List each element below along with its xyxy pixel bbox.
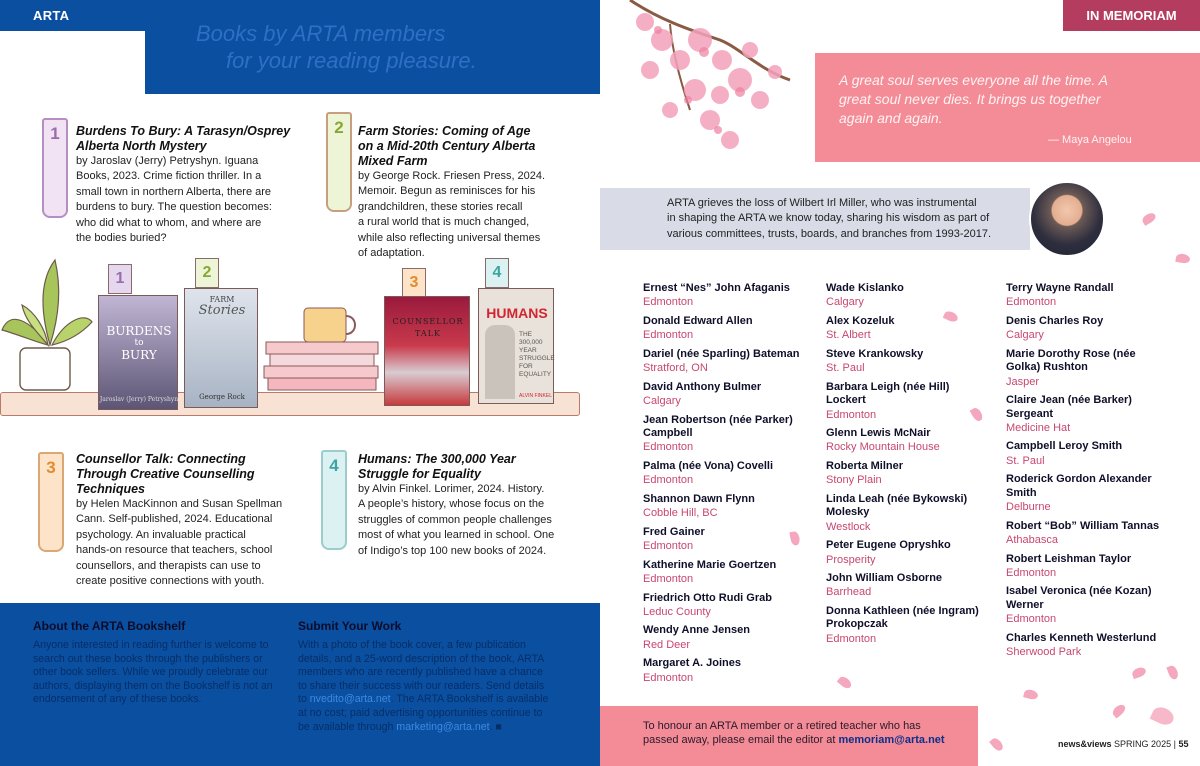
book-title-line: Through Creative Counselling bbox=[76, 467, 255, 481]
about-line: endorsement of any of these books. bbox=[33, 693, 202, 706]
cover-tab-4: 4 bbox=[485, 258, 509, 288]
cover-4-sub-line: EQUALITY bbox=[519, 371, 552, 378]
member-name: Shannon Dawn Flynn bbox=[643, 492, 755, 505]
member-name: Glenn Lewis McNair bbox=[826, 427, 931, 440]
submit-line bbox=[298, 721, 588, 735]
member-name: Linda Leah (née Bykowski) bbox=[826, 492, 968, 505]
book-desc-line: of Indigo’s top 100 new books of 2024. bbox=[358, 544, 547, 557]
memoriam-entry bbox=[643, 460, 818, 487]
book-entry-3 bbox=[76, 452, 316, 589]
memoriam-entry bbox=[1006, 520, 1186, 547]
member-name-cont: Sergeant bbox=[1006, 407, 1054, 420]
member-location: Edmonton bbox=[1006, 296, 1057, 309]
member-location: Edmonton bbox=[643, 671, 694, 684]
book-title-line: Struggle for Equality bbox=[358, 467, 481, 481]
book-entry-2 bbox=[358, 124, 588, 261]
member-name: Roderick Gordon Alexander bbox=[1006, 473, 1152, 486]
member-name-cont: Smith bbox=[1006, 486, 1037, 499]
book-title-line: on a Mid-20th Century Alberta bbox=[358, 139, 536, 153]
cover-tab-3: 3 bbox=[402, 268, 426, 298]
member-location: Stony Plain bbox=[826, 474, 882, 487]
submit-text-post: . The ARTA Bookshelf is available bbox=[390, 693, 549, 706]
book-desc-line: who did what to whom, and where are bbox=[76, 216, 262, 229]
submit-line: details, and a 25-word description of the book, ARTA bbox=[298, 652, 545, 665]
book-title-line: Burdens To Bury: A Tarasyn/Osprey bbox=[76, 124, 291, 138]
memoriam-entry bbox=[1006, 394, 1186, 435]
book-desc-line: a rural world that is much changed, bbox=[358, 216, 530, 229]
book-desc-line: grandchildren, these stories recall bbox=[358, 200, 523, 213]
book-desc-line: by Alvin Finkel. Lorimer, 2024. History. bbox=[358, 483, 545, 495]
cover-2-stories: Stories bbox=[198, 303, 246, 318]
memoriam-entry bbox=[1006, 348, 1186, 389]
quote-line: great soul never dies. It brings us together bbox=[839, 91, 1101, 107]
memoriam-entry bbox=[826, 460, 1001, 487]
bookmark-4: 4 bbox=[321, 450, 347, 550]
member-name: Peter Eugene Opryshko bbox=[826, 539, 951, 552]
honour-text bbox=[643, 719, 973, 747]
footer-brand: news&views bbox=[1058, 739, 1112, 749]
footer-issue: SPRING 2025 bbox=[1114, 739, 1172, 749]
shelf-board bbox=[0, 392, 580, 416]
cover-4-author: ALVIN FINKEL bbox=[519, 393, 552, 399]
memoriam-entry bbox=[826, 539, 1001, 566]
member-name: Roberta Milner bbox=[826, 459, 904, 472]
memoriam-entry bbox=[643, 624, 818, 651]
book-desc-2 bbox=[358, 169, 588, 261]
member-location: Red Deer bbox=[643, 638, 691, 651]
section-tag-in-memoriam: IN MEMORIAM bbox=[1063, 0, 1200, 31]
quote-line: A great soul serves everyone all the time. A bbox=[839, 72, 1108, 88]
memoriam-entry bbox=[643, 315, 818, 342]
book-title-4 bbox=[358, 452, 593, 482]
memoriam-entry bbox=[1006, 282, 1186, 309]
book-desc-line: create positive connections with youth. bbox=[76, 575, 265, 588]
cover-4-sub-line: THE bbox=[519, 331, 532, 338]
member-location: Edmonton bbox=[643, 329, 694, 342]
member-location: Cobble Hill, BC bbox=[643, 507, 718, 520]
member-name: Barbara Leigh (née Hill) bbox=[826, 380, 950, 393]
cherry-blossom-branch-icon bbox=[600, 0, 800, 170]
memoriam-entry bbox=[643, 559, 818, 586]
cover-1-bury: BURY bbox=[121, 348, 157, 362]
memoriam-entry bbox=[643, 493, 818, 520]
memoriam-entry bbox=[643, 657, 818, 684]
memoriam-entry bbox=[826, 348, 1001, 375]
member-location: Rocky Mountain House bbox=[826, 441, 940, 454]
submit-line: to share their success with our readers. Send details bbox=[298, 679, 545, 692]
tribute-text bbox=[667, 196, 1022, 242]
memoriam-column-3 bbox=[1006, 282, 1186, 665]
book-title-line: Techniques bbox=[76, 482, 145, 496]
book-desc-line: counsellors, and therapists can use to bbox=[76, 559, 261, 572]
book-desc-line: A people’s history, whose focus on the bbox=[358, 498, 545, 511]
book-desc-line: small town in northern Alberta, there are bbox=[76, 185, 272, 198]
member-name: Katherine Marie Goertzen bbox=[643, 558, 777, 571]
member-name: Wendy Anne Jensen bbox=[643, 624, 750, 637]
member-name: John William Osborne bbox=[826, 572, 943, 585]
petal-icon bbox=[1023, 688, 1039, 700]
book-stack-mug-icon bbox=[262, 300, 382, 395]
member-name: David Anthony Bulmer bbox=[643, 380, 762, 393]
member-name-cont: Lockert bbox=[826, 394, 866, 407]
member-location: Calgary bbox=[826, 296, 864, 309]
member-name: Terry Wayne Randall bbox=[1006, 282, 1114, 294]
bookmark-1: 1 bbox=[42, 118, 68, 218]
cover-2-author: George Rock bbox=[199, 393, 245, 401]
honour-text-pre: passed away, please email the editor at bbox=[643, 734, 839, 746]
memoriam-entry bbox=[643, 381, 818, 408]
book-desc-line: of adaptation. bbox=[358, 247, 425, 260]
member-location: Delburne bbox=[1006, 501, 1051, 514]
honour-line bbox=[643, 733, 973, 747]
memoriam-entry bbox=[826, 282, 1001, 309]
member-location: Edmonton bbox=[643, 296, 694, 309]
member-name: Palma (née Vona) Covelli bbox=[643, 459, 774, 472]
submit-text bbox=[298, 639, 588, 734]
member-location: Calgary bbox=[643, 395, 681, 408]
tagline bbox=[196, 20, 477, 74]
book-title-line: Alberta North Mystery bbox=[76, 139, 207, 153]
memoriam-entry bbox=[1006, 553, 1186, 580]
plant-illustration-icon bbox=[0, 250, 95, 400]
memoriam-entry bbox=[643, 348, 818, 375]
memoriam-column-2 bbox=[826, 282, 1001, 651]
member-location: Stratford, ON bbox=[643, 362, 708, 375]
member-location: Edmonton bbox=[643, 474, 694, 487]
footer-separator: | bbox=[1173, 739, 1176, 749]
cover-1-to: to bbox=[134, 338, 144, 348]
petal-icon bbox=[1141, 211, 1158, 226]
memoriam-entry bbox=[1006, 315, 1186, 342]
tagline-line-1: Books by ARTA members bbox=[196, 21, 446, 46]
member-location: Barrhead bbox=[826, 586, 872, 599]
book-desc-4 bbox=[358, 482, 593, 559]
tagline-line-2: for your reading pleasure. bbox=[226, 48, 477, 73]
petal-icon bbox=[1175, 253, 1190, 264]
book-desc-line: by Helen MacKinnon and Susan Spellman bbox=[76, 498, 283, 510]
cover-tab-1: 1 bbox=[108, 264, 132, 294]
memoriam-entry bbox=[826, 493, 1001, 534]
cover-4-sub-line: YEAR bbox=[519, 347, 537, 354]
member-name: Claire Jean (née Barker) bbox=[1006, 394, 1132, 407]
memoriam-entry bbox=[643, 592, 818, 619]
memoriam-entry bbox=[826, 572, 1001, 599]
book-desc-line: struggles of common people challenges bbox=[358, 513, 552, 526]
member-name: Jean Robertson (née Parker) bbox=[643, 413, 793, 426]
member-location: Sherwood Park bbox=[1006, 646, 1082, 659]
book-desc-line: Books, 2023. Crime fiction thriller. In a bbox=[76, 170, 262, 183]
memoriam-entry bbox=[1006, 585, 1186, 626]
memoriam-entry bbox=[1006, 632, 1186, 659]
member-location: Edmonton bbox=[643, 540, 694, 553]
cover-4-title: HUMANS bbox=[486, 305, 548, 321]
book-desc-line: psychology. An invaluable practical bbox=[76, 528, 246, 541]
petal-icon bbox=[1111, 703, 1128, 719]
bookmark-2: 2 bbox=[326, 112, 352, 212]
member-location: St. Albert bbox=[826, 329, 871, 342]
memoriam-entry bbox=[826, 605, 1001, 646]
book-title-line: Farm Stories: Coming of Age bbox=[358, 124, 531, 138]
page-number: 55 bbox=[1178, 739, 1189, 749]
member-name: Isabel Veronica (née Kozan) bbox=[1006, 585, 1152, 598]
book-desc-line: by George Rock. Friesen Press, 2024. bbox=[358, 170, 546, 182]
book-title-3 bbox=[76, 452, 316, 497]
flower-icon bbox=[1150, 704, 1177, 728]
memoriam-entry bbox=[643, 282, 818, 309]
member-location: Edmonton bbox=[643, 441, 694, 454]
tribute-line: various committees, trusts, boards, and branches from 1993-2017. bbox=[667, 227, 992, 240]
member-name: Steve Krankowsky bbox=[826, 347, 924, 360]
book-entry-4 bbox=[358, 452, 593, 559]
about-line: search out these books through the publishers or bbox=[33, 652, 263, 665]
about-heading: About the ARTA Bookshelf bbox=[33, 619, 186, 633]
book-title-1 bbox=[76, 124, 316, 154]
editor-email-link[interactable]: nvedito@arta.net bbox=[309, 693, 391, 706]
submit-line: at no cost; paid advertising opportunities continue to bbox=[298, 706, 543, 719]
about-line: authors, displaying them on the Bookshelf is not an bbox=[33, 679, 273, 692]
petal-icon bbox=[1166, 664, 1179, 680]
submit-heading: Submit Your Work bbox=[298, 619, 402, 633]
member-name: Margaret A. Joines bbox=[643, 657, 742, 670]
memoriam-email-link[interactable]: memoriam@arta.net bbox=[838, 734, 945, 746]
member-name-cont: Golka) Rushton bbox=[1006, 361, 1088, 374]
quote-author: — Maya Angelou bbox=[1048, 134, 1132, 146]
member-name-cont: Werner bbox=[1006, 598, 1044, 611]
book-desc-line: the bodies buried? bbox=[76, 232, 167, 245]
member-location: Edmonton bbox=[1006, 566, 1057, 579]
page-footer bbox=[1058, 739, 1188, 749]
submit-text-pre: be available through bbox=[298, 720, 397, 733]
member-name: Donald Edward Allen bbox=[643, 314, 753, 327]
book-desc-line: while also reflecting universal themes bbox=[358, 231, 541, 244]
member-location: Prosperity bbox=[826, 553, 876, 566]
memoriam-column-1 bbox=[643, 282, 818, 690]
member-name: Robert “Bob” William Tannas bbox=[1006, 519, 1160, 532]
memoriam-entry bbox=[826, 427, 1001, 454]
member-location: Westlock bbox=[826, 520, 871, 533]
book-desc-line: hands-on resource that teachers, school bbox=[76, 544, 273, 557]
member-name-cont: Prokopczak bbox=[826, 618, 888, 631]
book-desc-3 bbox=[76, 497, 316, 589]
cover-4-sub-line: STRUGGLE bbox=[519, 355, 555, 362]
submit-line: With a photo of the book cover, a few publication bbox=[298, 639, 526, 651]
portrait-photo bbox=[1029, 181, 1105, 257]
member-name: Marie Dorothy Rose (née bbox=[1006, 347, 1136, 360]
cover-tab-2: 2 bbox=[195, 258, 219, 288]
cover-4-sub-line: FOR bbox=[519, 363, 533, 370]
section-tag-bookshelf: ARTA BOOKSHELF bbox=[0, 0, 157, 31]
book-desc-1 bbox=[76, 154, 316, 246]
member-name: Robert Leishman Taylor bbox=[1006, 552, 1132, 565]
cover-1-title: BURDENS bbox=[106, 324, 172, 338]
tribute-line: in shaping the ARTA we know today, sharing his wisdom as part of bbox=[667, 212, 990, 225]
cover-3-talk: TALK bbox=[415, 329, 441, 338]
tribute-line: ARTA grieves the loss of Wilbert Irl Miller, who was instrumental bbox=[667, 197, 977, 209]
submit-text-pre: to bbox=[298, 693, 310, 706]
member-name: Charles Kenneth Westerlund bbox=[1006, 631, 1157, 644]
quote-text bbox=[839, 71, 1139, 128]
petal-icon bbox=[1131, 666, 1147, 679]
marketing-email-link[interactable]: marketing@arta.net bbox=[396, 720, 490, 733]
member-location: Leduc County bbox=[643, 605, 711, 618]
member-name: Fred Gainer bbox=[643, 525, 705, 538]
cover-1-author: Jaroslav (Jerry) Petryshyn bbox=[99, 396, 179, 403]
memoriam-entry bbox=[826, 315, 1001, 342]
member-name: Donna Kathleen (née Ingram) bbox=[826, 604, 979, 617]
submit-work bbox=[298, 619, 588, 734]
member-location: Calgary bbox=[1006, 329, 1044, 342]
about-line: Anyone interested in reading further is welcome to bbox=[33, 639, 269, 651]
memoriam-entry bbox=[1006, 473, 1186, 514]
member-location: Edmonton bbox=[826, 632, 877, 645]
member-location: Edmonton bbox=[643, 573, 694, 586]
memoriam-entry bbox=[643, 414, 818, 455]
cover-2-farm: FARM bbox=[209, 295, 235, 304]
member-location: St. Paul bbox=[1006, 454, 1045, 467]
member-name: Friedrich Otto Rudi Grab bbox=[643, 591, 772, 604]
memoriam-entry bbox=[1006, 440, 1186, 467]
member-location: Medicine Hat bbox=[1006, 421, 1071, 434]
member-name: Wade Kislanko bbox=[826, 282, 904, 294]
member-name: Campbell Leroy Smith bbox=[1006, 440, 1123, 453]
book-title-line: Mixed Farm bbox=[358, 154, 428, 168]
member-location: Jasper bbox=[1006, 375, 1040, 388]
submit-line bbox=[298, 693, 588, 707]
member-location: Athabasca bbox=[1006, 534, 1058, 547]
submit-line: members who are recently published have a chance bbox=[298, 666, 543, 679]
honour-line: To honour an ARTA member or a retired teacher who has bbox=[643, 720, 921, 732]
member-name: Denis Charles Roy bbox=[1006, 314, 1104, 327]
book-desc-line: Memoir. Begun as reminisces for his bbox=[358, 185, 536, 198]
about-line: other book sellers. While we proudly celebrate our bbox=[33, 666, 268, 679]
member-location: Edmonton bbox=[826, 408, 877, 421]
book-desc-line: most of what you learned in school. One bbox=[358, 529, 555, 542]
member-name: Alex Kozeluk bbox=[826, 314, 895, 327]
member-name: Dariel (née Sparling) Bateman bbox=[643, 347, 800, 360]
book-title-2 bbox=[358, 124, 588, 169]
petal-icon bbox=[989, 736, 1005, 753]
member-location: St. Paul bbox=[826, 362, 865, 375]
book-desc-line: by Jaroslav (Jerry) Petryshyn. Iguana bbox=[76, 155, 259, 167]
submit-text-post: . ■ bbox=[489, 720, 502, 733]
member-name-cont: Molesky bbox=[826, 506, 870, 519]
bookmark-3: 3 bbox=[38, 452, 64, 552]
about-text bbox=[33, 639, 288, 707]
member-location: Edmonton bbox=[1006, 613, 1057, 626]
cover-3-counsellor: COUNSELLOR bbox=[392, 317, 464, 326]
quote-line: again and again. bbox=[839, 110, 943, 126]
book-desc-line: Cann. Self-published, 2024. Educational bbox=[76, 513, 273, 526]
member-name-cont: Campbell bbox=[643, 427, 693, 440]
book-entry-1 bbox=[76, 124, 316, 246]
about-bookshelf bbox=[33, 619, 288, 707]
book-title-line: Humans: The 300,000 Year bbox=[358, 452, 516, 466]
book-title-line: Counsellor Talk: Connecting bbox=[76, 452, 246, 466]
book-desc-line: burdens to bury. The question becomes: bbox=[76, 201, 272, 214]
petal-icon bbox=[837, 675, 854, 691]
member-name: Ernest “Nes” John Afaganis bbox=[643, 282, 790, 294]
cover-4-sub-line: 300,000 bbox=[519, 339, 543, 346]
